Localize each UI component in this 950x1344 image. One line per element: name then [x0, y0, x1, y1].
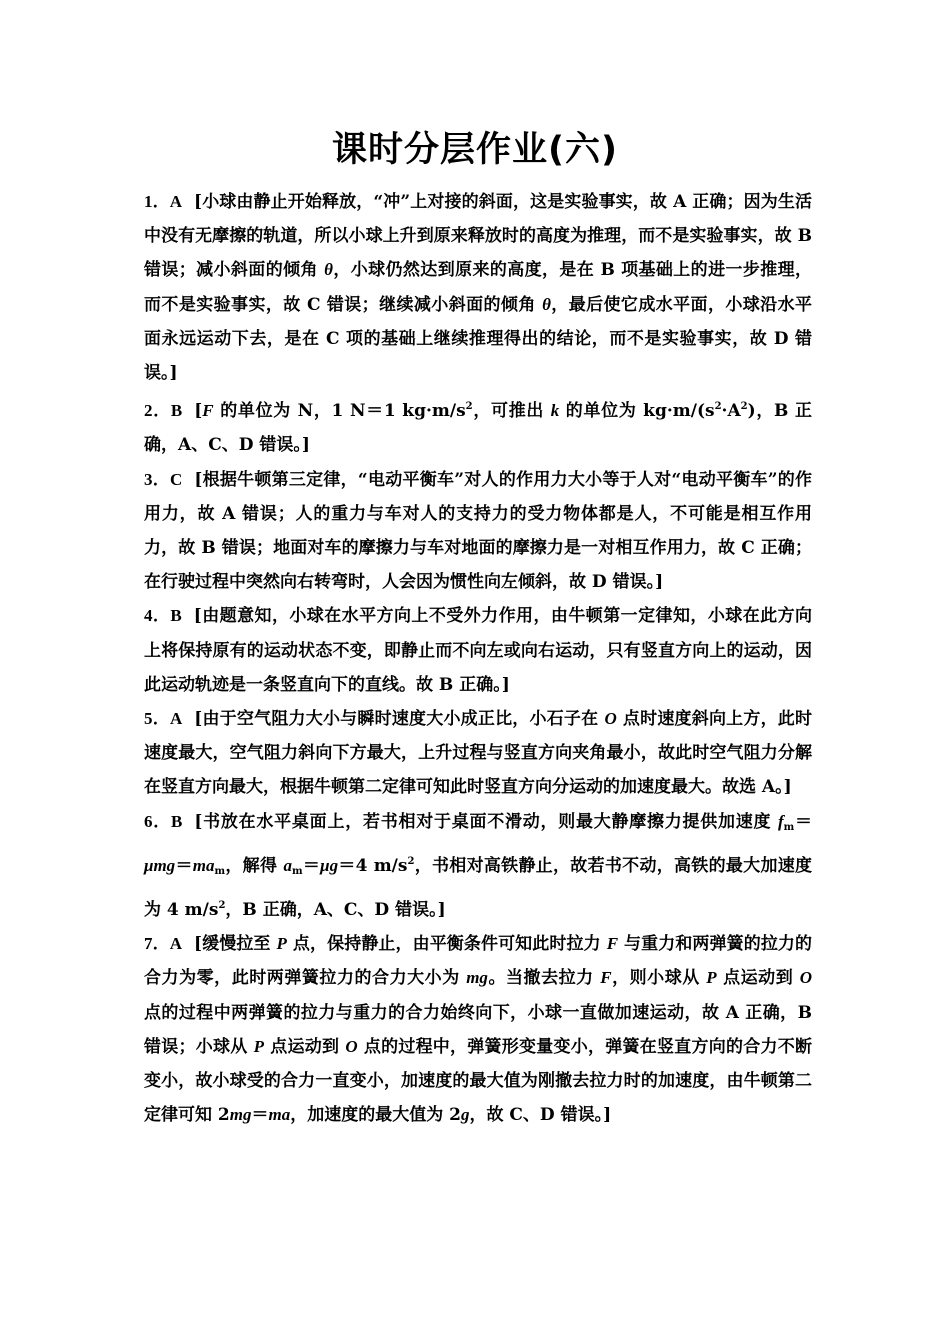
item-number: 3．	[144, 469, 171, 489]
item-answer: B	[170, 401, 183, 421]
item-number: 6．	[144, 811, 172, 831]
item-answer: A	[169, 934, 182, 954]
item-number: 5．	[144, 709, 170, 729]
answer-item-2: 2．B [F 的单位为 N，1 N＝1 $kg\cdot m/s^2$，可推出 k 的单位为 $kg\cdot m/(s^2\cdot A^2)$，B 正确，A、C、D 错误。]	[144, 401, 813, 456]
page-title: 课时分层作业(六)	[332, 130, 618, 170]
item-answer: A	[169, 192, 183, 211]
item-number: 7．	[144, 934, 170, 954]
item-answer: B	[170, 606, 182, 626]
answer-item-1: 1．A [小球由静止开始释放，“冲”上对接的斜面，这是实验事实，故 A 正确；因为生活中没有无摩擦的轨道，所以小球上升到原来释放时的高度为推理，而不是实验事实，故 B 错误；减小斜面的倾角 θ，小球仍然达到原来的高度，是在 B 项基础上的进一步推理，而不是实验事实，故 C 错误；继续减小斜面的倾角 θ，最后使它成水平面，小球沿水平面永远运动下去，是在 C 项的基础上继续推理得出的结论，而不是实验事实，故 D 错误。]	[144, 192, 812, 384]
answer-list	[144, 185, 812, 1132]
item-answer: C	[170, 469, 183, 489]
answer-item-5: 5．A [由于空气阻力大小与瞬时速度大小成正比，小石子在 O 点时速度斜向上方，此时速度最大，空气阻力斜向下方最大，上升过程与竖直方向夹角最小，故此时空气阻力分解在竖直方向最大，根据牛顿第二定律可知此时竖直方向分运动的加速度最大。故选 A。]	[144, 709, 813, 798]
answer-item-6: 6．B [书放在水平桌面上，若书相对于桌面不滑动，则最大静摩擦力提供加速度 $f_m=\mu mg=ma_m$，解得 $a_m=\mu g=4$ $m/s^2$，书相对高铁静止，故若书不动，高铁的最大加速度为 4 $m/s^2$，B 正确，A、C、D 错误。]	[144, 811, 813, 921]
answer-item-4: 4．B [由题意知，小球在水平方向上不受外力作用，由牛顿第一定律知，小球在此方向上将保持原有的运动状态不变，即静止而不向左或向右运动，只有竖直方向上的运动，因此运动轨迹是一条竖直向下的直线。故 B 正确。]	[144, 606, 812, 695]
answer-item-7: 7．A [缓慢拉至 P 点，保持静止，由平衡条件可知此时拉力 F 与重力和两弹簧的拉力的合力为零，此时两弹簧拉力的合力大小为 mg。当撤去拉力 F，则小球从 P 点运动到 O 点的过程中两弹簧的拉力与重力的合力始终向下，小球一直做加速运动，故 A 正确，B 错误；小球从 P 点运动到 O 点的过程中，弹簧形变量变小，弹簧在竖直方向的合力不断变小，故小球受的合力一直变小，加速度的最大值为刚撤去拉力时的加速度，由牛顿第二定律可知 2mg＝ma，加速度的最大值为 2g，故 C、D 错误。]	[144, 934, 813, 1126]
item-number: 4．	[144, 606, 171, 626]
answer-item-3: 3．C [根据牛顿第三定律，“电动平衡车”对人的作用力大小等于人对“电动平衡车”的作用力，故 A 错误；人的重力与车对人的支持力的受力物体都是人，不可能是相互作用力，故 B 错误；地面对车的摩擦力与车对地面的摩擦力是一对相互作用力，故 C 正确；在行驶过程中突然向右转弯时，人会因为惯性向左倾斜，故 D 错误。]	[144, 469, 813, 593]
item-number: 1．	[144, 192, 170, 211]
item-answer: A	[169, 709, 183, 729]
item-answer: B	[171, 811, 183, 831]
item-number: 2．	[144, 401, 171, 421]
